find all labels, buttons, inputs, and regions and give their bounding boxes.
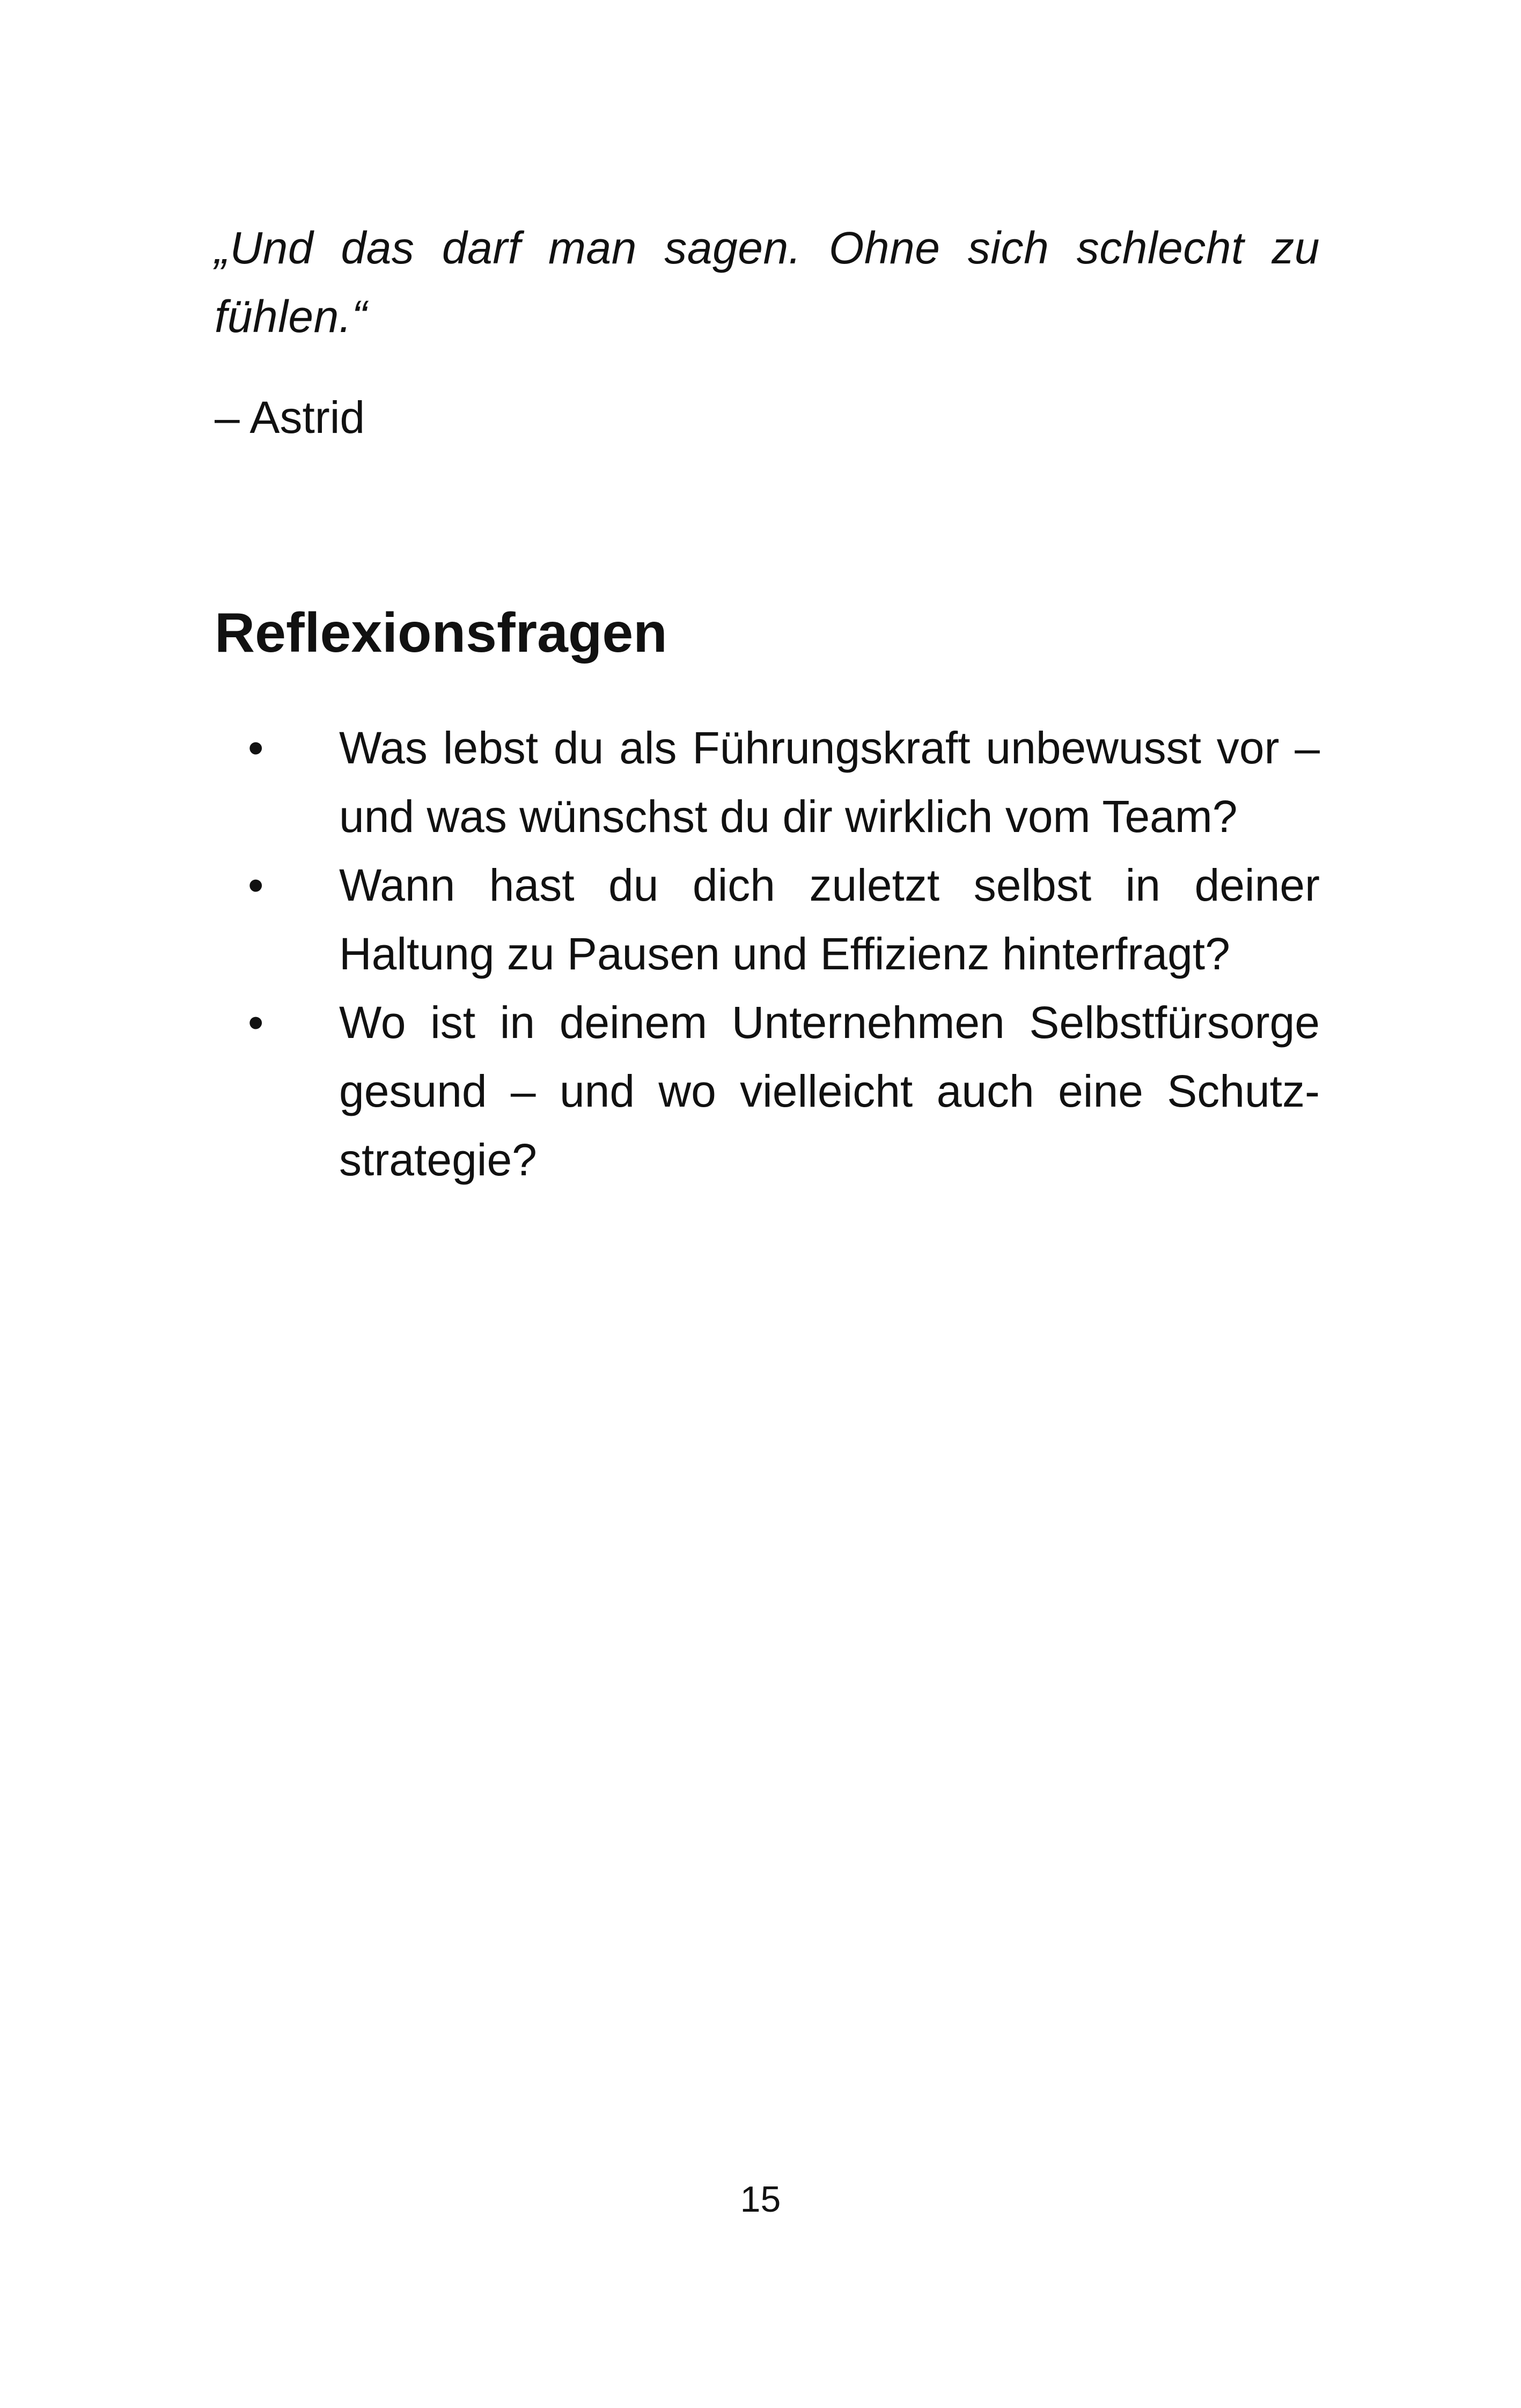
bullet-icon: • (248, 997, 264, 1048)
quote-attribution: – Astrid (215, 392, 365, 443)
list-item (215, 988, 1320, 1194)
page-number: 15 (740, 2179, 781, 2220)
question-text: Wo ist in deinem Unternehmen Selbstfürsorge gesund – und wo vielleicht auch eine Schutzstrategie? (339, 997, 1320, 1185)
bullet-icon: • (248, 723, 264, 773)
quote-text: „Und das darf man sagen. Ohne sich schlecht zu fühlen.“ (215, 223, 1320, 342)
list-item (215, 713, 1320, 851)
section-heading: Reflexionsfragen (215, 602, 667, 664)
reflection-questions-list (215, 713, 1320, 1194)
list-item (215, 851, 1320, 988)
bullet-icon: • (248, 860, 264, 910)
question-text: Was lebst du als Führungskraft unbewusst vor – und was wünschst du dir wirklich vom Team? (339, 723, 1320, 842)
question-text: Wann hast du dich zuletzt selbst in deiner Haltung zu Pausen und Effizienz hinterfragt? (339, 860, 1320, 979)
